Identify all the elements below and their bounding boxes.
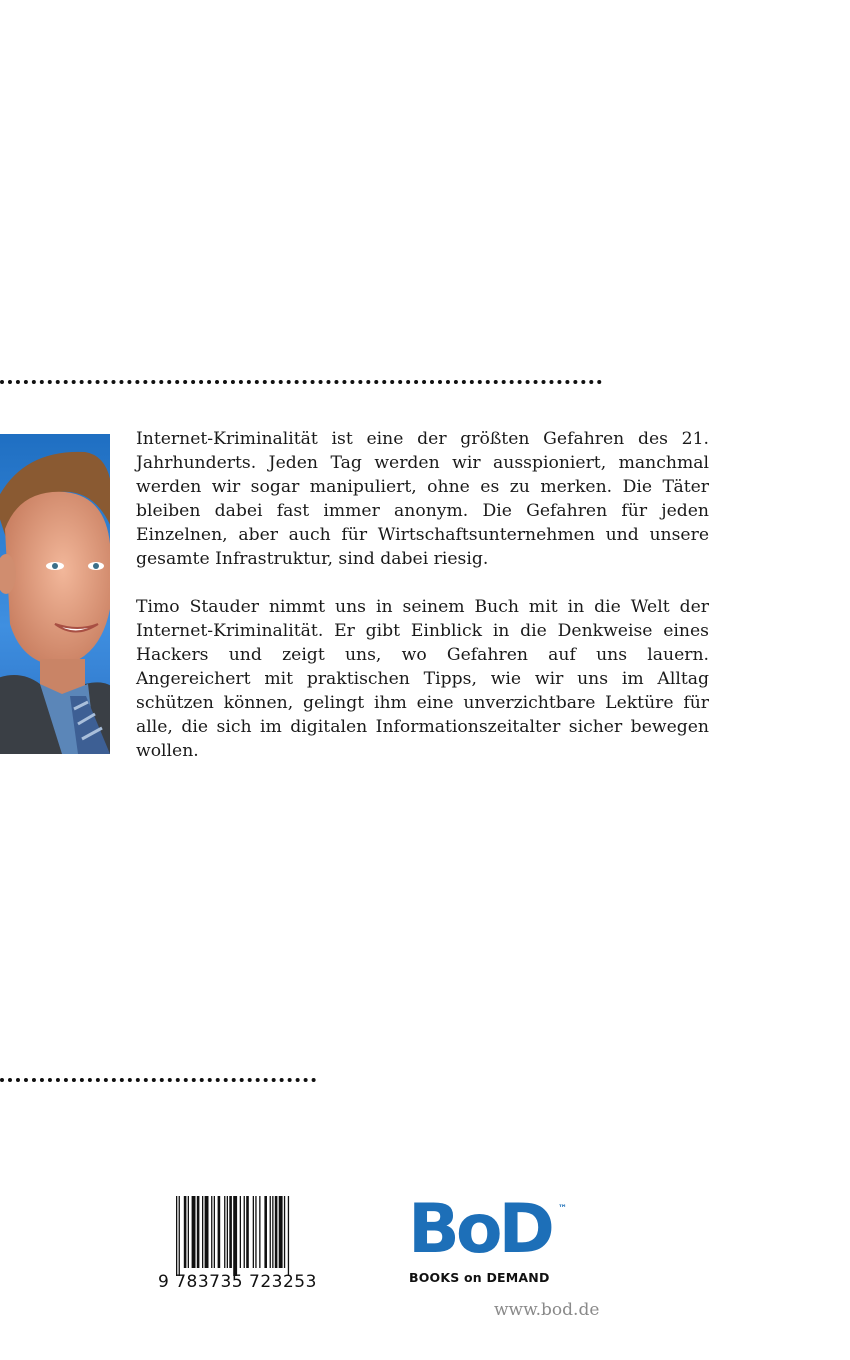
isbn-barcode (158, 1196, 358, 1294)
blurb-paragraph-1: Internet-Kriminalität ist eine der größten Gefahren des 21. Jahrhunderts. Jeden Tag werden wir ausspioniert, manchmal werden wir sogar manipuliert, ohne es zu merken. Die Täter bleiben dabei fast immer anonym. Die Gefahren für jeden Einzelnen, aber auch für Wirtschaftsunternehmen und unsere gesamte Infrastruktur, sind dabei riesig. (136, 429, 709, 569)
bod-tagline: BOOKS on DEMAND (409, 1270, 550, 1285)
trademark-symbol: ™ (558, 1204, 567, 1214)
bod-logo-mark: BoD (408, 1190, 551, 1269)
barcode-bars (176, 1196, 356, 1276)
blurb-paragraph-2: Timo Stauder nimmt uns in seinem Buch mit in die Welt der Internet-Kriminalität. Er gibt Einblick in die Denkweise eines Hackers und zeigt uns, wo Gefahren auf uns lauern. Angereichert mit praktischen Tipps, wie wir uns im Alltag schützen können, gelingt ihm eine unverzichtbare Lektüre für alle, die sich im digitalen Informationszeitalter sicher bewegen wollen. (136, 597, 709, 761)
back-cover-blurb (136, 427, 709, 787)
dotted-divider-bottom (0, 1078, 316, 1082)
isbn-number: 9 783735 723253 (158, 1272, 317, 1292)
author-photo (0, 434, 110, 754)
dotted-divider-top (0, 380, 602, 384)
bod-logo (408, 1190, 578, 1288)
publisher-url: www.bod.de (494, 1300, 600, 1320)
